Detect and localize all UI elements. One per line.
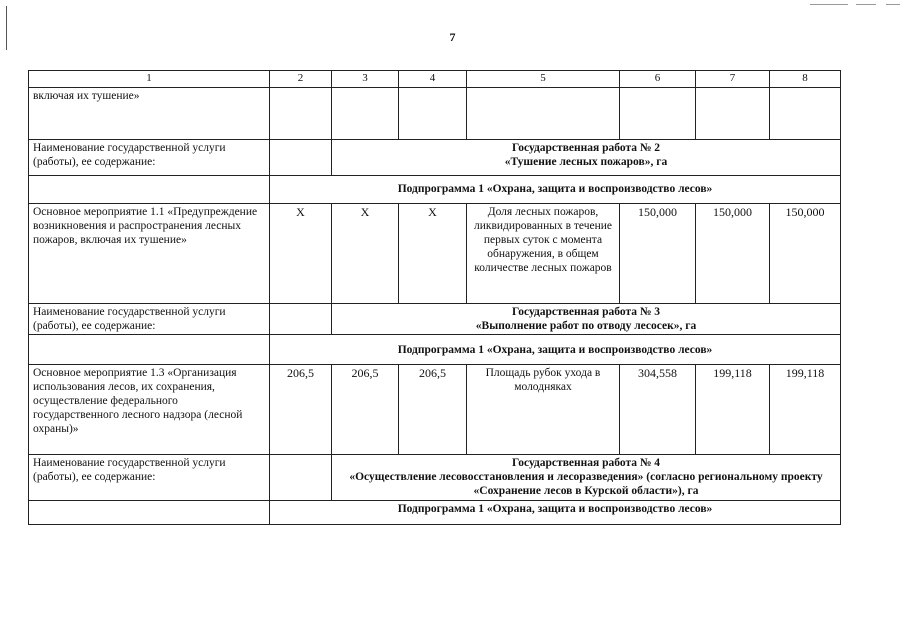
value-cell: 206,5 (270, 365, 332, 455)
scan-corner-mark (810, 4, 848, 5)
subprogram-title: Подпрограмма 1 «Охрана, защита и воспроизводство лесов» (270, 176, 841, 204)
work-title: Государственная работа № 4 (511, 457, 661, 470)
work-name: «Тушение лесных пожаров», га (504, 156, 668, 169)
work-heading (332, 455, 841, 501)
row-label: включая их тушение» (29, 88, 270, 140)
table-cell (29, 501, 270, 525)
table-row (29, 88, 841, 140)
service-row (29, 140, 841, 176)
table-cell (399, 88, 467, 140)
value-cell: Х (399, 204, 467, 304)
table-cell (270, 455, 332, 501)
table-cell (770, 88, 841, 140)
subprogram-row (29, 335, 841, 365)
subprogram-row (29, 501, 841, 525)
work-name: «Выполнение работ по отводу лесосек», га (475, 320, 697, 333)
table-header-row (29, 71, 841, 88)
value-cell: 206,5 (332, 365, 399, 455)
column-header: 3 (332, 71, 399, 88)
value-cell: Х (332, 204, 399, 304)
value-cell: 304,558 (620, 365, 696, 455)
scan-corner-mark (856, 4, 876, 5)
work-title: Государственная работа № 3 (511, 306, 661, 318)
value-cell: 150,000 (696, 204, 770, 304)
service-row (29, 455, 841, 501)
subprogram-title: Подпрограмма 1 «Охрана, защита и воспроизводство лесов» (270, 335, 841, 365)
activity-name: Основное мероприятие 1.3 «Организация использования лесов, их сохранения, осуществление федерального государственного лесного надзора (лесной охраны)» (29, 365, 270, 455)
value-cell: 199,118 (770, 365, 841, 455)
table-cell (270, 304, 332, 335)
column-header: 2 (270, 71, 332, 88)
service-label: Наименование государственной услуги (работы), ее содержание: (29, 140, 270, 176)
service-row (29, 304, 841, 335)
subprogram-row (29, 176, 841, 204)
work-heading (332, 304, 841, 335)
column-header: 8 (770, 71, 841, 88)
column-header: 1 (29, 71, 270, 88)
work-title: Государственная работа № 2 (511, 142, 661, 154)
work-heading (332, 140, 841, 176)
column-header: 7 (696, 71, 770, 88)
indicators-table (28, 70, 841, 525)
work-name: «Осуществление лесовосстановления и лесоразведения» (согласно региональному проекту «Сохранение лесов в Курской области»), га (349, 471, 823, 498)
column-header: 4 (399, 71, 467, 88)
subprogram-title: Подпрограмма 1 «Охрана, защита и воспроизводство лесов» (270, 501, 841, 525)
column-header: 6 (620, 71, 696, 88)
activity-name: Основное мероприятие 1.1 «Предупреждение возникновения и распространения лесных пожаров, включая их тушение» (29, 204, 270, 304)
table-cell (467, 88, 620, 140)
value-cell: 150,000 (770, 204, 841, 304)
value-cell: 199,118 (696, 365, 770, 455)
table-cell (270, 88, 332, 140)
table-cell (620, 88, 696, 140)
table-cell (332, 88, 399, 140)
table-cell (29, 176, 270, 204)
scan-corner-mark (886, 4, 900, 5)
table-cell (270, 140, 332, 176)
value-cell: 206,5 (399, 365, 467, 455)
page-number: 7 (449, 30, 456, 44)
column-header: 5 (467, 71, 620, 88)
value-cell: 150,000 (620, 204, 696, 304)
table-row (29, 365, 841, 455)
table-cell (696, 88, 770, 140)
service-label: Наименование государственной услуги (работы), ее содержание: (29, 304, 270, 335)
indicator-name: Доля лесных пожаров, ликвидированных в течение первых суток с момента обнаружения, в общем количестве лесных пожаров (467, 204, 620, 304)
table-cell (29, 335, 270, 365)
service-label: Наименование государственной услуги (работы), ее содержание: (29, 455, 270, 501)
table-row (29, 204, 841, 304)
indicator-name: Площадь рубок ухода в молодняках (467, 365, 620, 455)
value-cell: Х (270, 204, 332, 304)
